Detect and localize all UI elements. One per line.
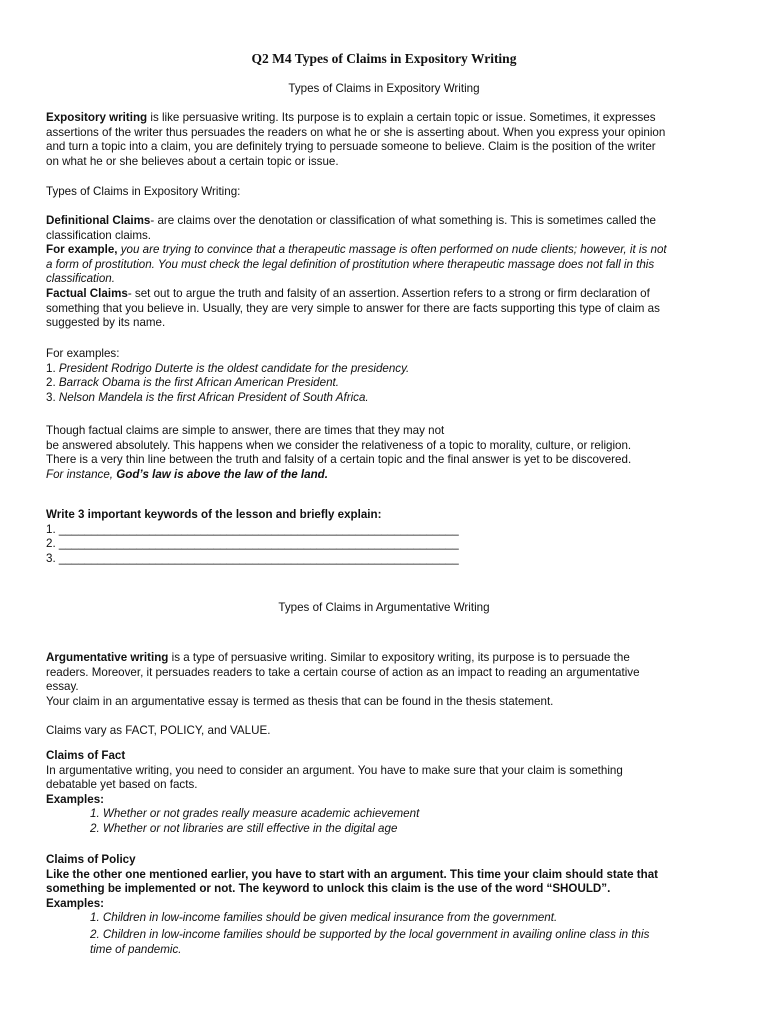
policy-example-2-line-1: 2. Children in low-income families should be supported by the local government in availing online class in this <box>90 927 650 941</box>
thesis-line: Your claim in an argumentative essay is termed as thesis that can be found in the thesis statement. <box>46 694 554 708</box>
answer-line-2[interactable]: 2. ______________________________________________________________ <box>46 537 459 551</box>
policy-examples-label: Examples: <box>46 896 104 910</box>
expository-intro-line-2: assertions of the writer thus persuades the readers on what he or she is asserting about. When you express your opinion <box>46 125 666 139</box>
fact-line-1: In argumentative writing, you need to consider an argument. You have to make sure that your claim is something <box>46 763 623 777</box>
activity-prompt: Write 3 important keywords of the lesson and briefly explain: <box>46 508 382 521</box>
expository-term: Expository writing <box>46 111 148 124</box>
fact-line-2: debatable yet based on facts. <box>46 778 198 792</box>
example-line-2: a form of prostitution. You must check the legal definition of prostitution where therapeutic massage does not fall in this <box>46 257 655 271</box>
expository-intro-line-3: and turn a topic into a claim, you are definitely trying to persuade someone to believe. Claim is the position of the writer <box>46 140 656 154</box>
claims-of-fact <box>46 749 726 837</box>
example-item: 1. President Rodrigo Duterte is the oldest candidate for the presidency. <box>46 361 410 375</box>
answer-line-3[interactable]: 3. ______________________________________________________________ <box>46 551 459 565</box>
though-paragraph <box>46 424 726 482</box>
argumentative-term: Argumentative writing <box>46 651 169 664</box>
example-label: For example, <box>46 243 121 257</box>
claims-of-policy <box>46 853 726 957</box>
document-title: Q2 M4 Types of Claims in Expository Writing <box>251 51 517 66</box>
factual-line-3: suggested by its name. <box>46 316 166 330</box>
fact-examples-label: Examples: <box>46 792 104 806</box>
policy-line-1: Like the other one mentioned earlier, you have to start with an argument. This time your claim should state that <box>46 867 659 881</box>
expository-intro <box>46 111 726 169</box>
factual-examples <box>46 347 726 405</box>
activity-block <box>46 508 726 566</box>
though-line-1: Though factual claims are simple to answer, there are times that they may not <box>46 424 445 437</box>
instance-label: For instance, <box>46 467 117 481</box>
argumentative-line-2: readers. Moreover, it persuades readers to take a certain course of action as an impact to reading an argumentative <box>46 665 640 679</box>
claims-vary-line: Claims vary as FACT, POLICY, and VALUE. <box>46 724 271 737</box>
definitional-line-1: - are claims over the denotation or classification of what something is. This is sometimes called the <box>150 214 657 227</box>
policy-line-2: something be implemented or not. The keyword to unlock this claim is the use of the word “SHOULD”. <box>46 882 611 896</box>
example-item: 3. Nelson Mandela is the first African President of South Africa. <box>46 390 369 404</box>
examples-label: For examples: <box>46 347 120 360</box>
argumentative-section-title: Types of Claims in Argumentative Writing <box>278 601 490 614</box>
definitional-term: Definitional Claims <box>46 214 151 227</box>
example-line-3: classification. <box>46 272 115 286</box>
definitional-factual-block <box>46 214 726 331</box>
policy-example-2-line-2: time of pandemic. <box>90 942 182 956</box>
argumentative-intro <box>46 651 726 709</box>
fact-heading: Claims of Fact <box>46 749 126 762</box>
answer-line-1[interactable]: 1. ______________________________________________________________ <box>46 522 459 536</box>
policy-heading: Claims of Policy <box>46 853 136 866</box>
definitional-line-2: classification claims. <box>46 228 152 242</box>
argumentative-line-3: essay. <box>46 680 79 694</box>
instance-quote: God’s law is above the law of the land. <box>116 467 328 481</box>
example-line-1: you are trying to convince that a therapeutic massage is often performed on nude clients; however, it is not <box>120 243 667 257</box>
factual-term: Factual Claims <box>46 286 128 300</box>
expository-intro-line-4: on what he or she believes about a certain topic or issue. <box>46 154 339 168</box>
expository-section-title: Types of Claims in Expository Writing <box>288 82 480 95</box>
fact-example-2: 2. Whether or not libraries are still effective in the digital age <box>90 821 398 835</box>
expository-intro-line-1: is like persuasive writing. Its purpose is to explain a certain topic or issue. Sometimes, it expresses <box>147 111 656 124</box>
though-line-2: be answered absolutely. This happens when we consider the relativeness of a topic to morality, culture, or religion. <box>46 438 632 452</box>
argumentative-line-1: is a type of persuasive writing. Similar to expository writing, its purpose is to persuade the <box>168 651 630 664</box>
example-item: 2. Barrack Obama is the first African American President. <box>46 376 339 390</box>
factual-line-2: something that you believe in. Usually, they are very simple to answer for there are facts supporting this type of claim as <box>46 301 660 315</box>
though-line-3: There is a very thin line between the truth and falsity of a certain topic and the final answer is yet to be discovered. <box>46 453 632 467</box>
policy-example-1: 1. Children in low-income families should be given medical insurance from the government. <box>90 911 558 925</box>
types-heading: Types of Claims in Expository Writing: <box>46 185 241 198</box>
factual-line-1: - set out to argue the truth and falsity of an assertion. Assertion refers to a strong or firm declaration of <box>127 286 650 300</box>
fact-example-1: 1. Whether or not grades really measure academic achievement <box>90 807 420 821</box>
